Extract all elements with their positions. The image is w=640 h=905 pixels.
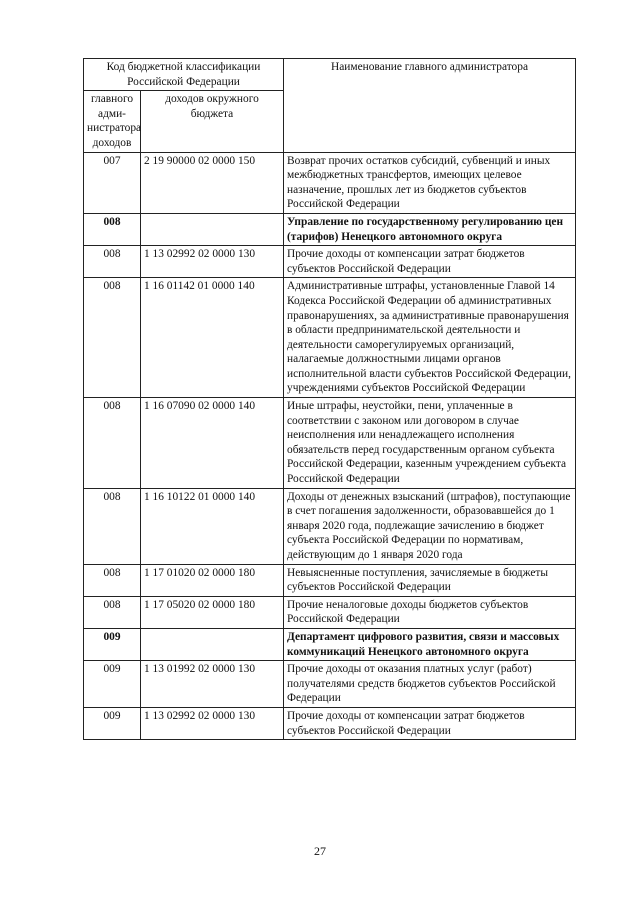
income-code-cell: 1 16 10122 01 0000 140 xyxy=(141,488,284,564)
table-row xyxy=(84,707,576,739)
header-income-code: доходов окружного бюджета xyxy=(141,91,284,152)
income-code-cell: 1 16 01142 01 0000 140 xyxy=(141,278,284,398)
table-body xyxy=(84,152,576,740)
income-code-cell: 2 19 90000 02 0000 150 xyxy=(141,152,284,213)
header-group-title: Код бюджетной классификации Российской Федерации xyxy=(84,59,284,91)
admin-name-cell: Прочие доходы от оказания платных услуг (работ) получателями средств бюджетов субъектов Российской Федерации xyxy=(284,661,576,708)
table-row xyxy=(84,152,576,213)
budget-classification-table xyxy=(83,58,576,740)
main-admin-code-cell: 008 xyxy=(84,398,141,489)
income-code-cell: 1 17 01020 02 0000 180 xyxy=(141,564,284,596)
main-admin-code-cell: 009 xyxy=(84,661,141,708)
main-admin-code-cell: 009 xyxy=(84,707,141,739)
main-admin-code-cell: 008 xyxy=(84,213,141,245)
page-number: 27 xyxy=(314,844,326,858)
table-row xyxy=(84,278,576,398)
income-code-cell: 1 13 02992 02 0000 130 xyxy=(141,246,284,278)
admin-name-cell: Доходы от денежных взысканий (штрафов), поступающие в счет погашения задолженности, образовавшейся до 1 января 2020 года, подлежащие зачислению в бюджет субъекта Российской Федерации по нормативам, действующим до 1 января 2020 года xyxy=(284,488,576,564)
header-main-admin-code: главного адми-нистратора доходов xyxy=(84,91,141,152)
administrator-row xyxy=(84,628,576,660)
main-admin-code-cell: 009 xyxy=(84,628,141,660)
admin-name-cell: Прочие доходы от компенсации затрат бюджетов субъектов Российской Федерации xyxy=(284,707,576,739)
table-header xyxy=(84,59,576,153)
admin-name-cell: Прочие доходы от компенсации затрат бюджетов субъектов Российской Федерации xyxy=(284,246,576,278)
income-code-cell: 1 16 07090 02 0000 140 xyxy=(141,398,284,489)
table-row xyxy=(84,398,576,489)
table-row xyxy=(84,564,576,596)
main-admin-code-cell: 008 xyxy=(84,596,141,628)
main-admin-code-cell: 008 xyxy=(84,246,141,278)
income-code-cell: 1 17 05020 02 0000 180 xyxy=(141,596,284,628)
administrator-row xyxy=(84,213,576,245)
main-admin-code-cell: 008 xyxy=(84,488,141,564)
table-row xyxy=(84,661,576,708)
table-row xyxy=(84,488,576,564)
admin-name-cell: Иные штрафы, неустойки, пени, уплаченные в соответствии с законом или договором в случае неисполнения или ненадлежащего исполнения обязательств перед государственным органом субъекта Российской Федерации, казенным учреждением субъекта Российской Федерации xyxy=(284,398,576,489)
admin-name-cell: Возврат прочих остатков субсидий, субвенций и иных межбюджетных трансфертов, имеющих целевое назначение, прошлых лет из бюджетов субъектов Российской Федерации xyxy=(284,152,576,213)
main-admin-code-cell: 007 xyxy=(84,152,141,213)
table-row xyxy=(84,596,576,628)
income-code-cell: 1 13 02992 02 0000 130 xyxy=(141,707,284,739)
admin-name-cell: Невыясненные поступления, зачисляемые в бюджеты субъектов Российской Федерации xyxy=(284,564,576,596)
income-code-cell xyxy=(141,213,284,245)
main-admin-code-cell: 008 xyxy=(84,278,141,398)
admin-name-cell: Департамент цифрового развития, связи и массовых коммуникаций Ненецкого автономного округа xyxy=(284,628,576,660)
admin-name-cell: Административные штрафы, установленные Главой 14 Кодекса Российской Федерации об административных правонарушениях, за административные правонарушения в области предпринимательской деятельности и деятельности саморегулируемых организаций, налагаемые должностными лицами органов исполнительной власти субъектов Российской Федерации, учреждениями субъектов Российской Федерации xyxy=(284,278,576,398)
admin-name-cell: Прочие неналоговые доходы бюджетов субъектов Российской Федерации xyxy=(284,596,576,628)
income-code-cell: 1 13 01992 02 0000 130 xyxy=(141,661,284,708)
header-admin-name: Наименование главного администратора xyxy=(284,59,576,153)
income-code-cell xyxy=(141,628,284,660)
admin-name-cell: Управление по государственному регулированию цен (тарифов) Ненецкого автономного округа xyxy=(284,213,576,245)
main-admin-code-cell: 008 xyxy=(84,564,141,596)
table-row xyxy=(84,246,576,278)
